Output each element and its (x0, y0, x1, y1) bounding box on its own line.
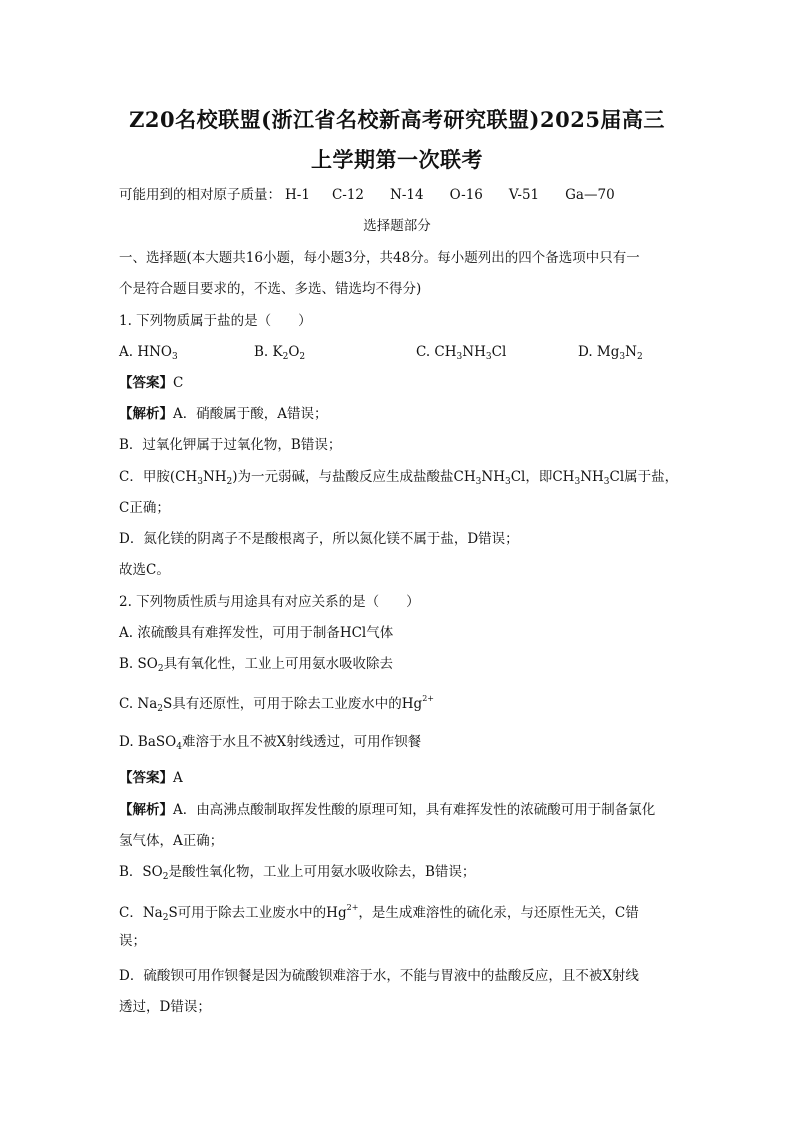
q2-analysis-c-line2: 误； (119, 933, 146, 949)
q2-analysis-b: B．$SO_2$是酸性氧化物，工业上可用氨水吸收除去，B错误； (119, 864, 476, 882)
mass-item: Ga—70 (565, 187, 615, 203)
mass-item: C-12 (331, 187, 365, 203)
q1-option-b: B. $K_2O_2$ (254, 344, 306, 362)
q1-stem: 1. 下列物质属于盐的是（ ） (119, 313, 312, 329)
q2-analysis-d-line2: 透过，D错误； (119, 999, 211, 1015)
q2-stem: 2. 下列物质性质与用途具有对应关系的是（ ） (119, 594, 420, 610)
q1-analysis-d: D．氮化镁的阴离子不是酸根离子，所以氮化镁不属于盐，D错误； (119, 531, 519, 547)
q1-options (119, 343, 679, 361)
q2-analysis-a-line1: 【解析】A．由高沸点酸制取挥发性酸的原理可知，具有难挥发性的浓硫酸可用于制备氯化 (119, 802, 656, 818)
mass-item: N-14 (390, 187, 424, 203)
q2-option-d: D. BaSO$_4$难溶于水且不被X射线透过，可用作钡餐 (119, 734, 422, 752)
q1-analysis-c-line1: C．甲胺$(CH_3NH_2)$为一元弱碱，与盐酸反应生成盐酸盐$CH_3NH_3Cl$，即$CH_3NH_3Cl$属于盐， (119, 469, 679, 487)
q1-option-d: D. $Mg_3N_2$ (578, 344, 643, 362)
exam-title-line2: 上学期第一次联考 (311, 147, 483, 172)
q1-analysis-a: 【解析】A．硝酸属于酸，A错误； (119, 406, 328, 422)
instructions-line1: 一、选择题(本大题共16小题，每小题3分，共48分。每小题列出的四个备选项中只有一 (119, 250, 640, 266)
exam-title-line1: Z20名校联盟(浙江省名校新高考研究联盟)2025届高三 (129, 107, 665, 132)
atomic-masses-label: 可能用到的相对原子质量： (119, 187, 281, 203)
mass-item: H-1 (285, 187, 310, 203)
mass-item: V-51 (508, 187, 540, 203)
q1-option-a: A. $HNO_3$ (119, 344, 178, 362)
q1-analysis-c-line2: C正确； (119, 500, 170, 516)
q2-option-b: B. $SO_2$具有氧化性，工业上可用氨水吸收除去 (119, 656, 394, 674)
q2-analysis-a-line2: 氢气体，A正确； (119, 833, 224, 849)
q1-option-c: C. $CH_3NH_3Cl$ (416, 344, 507, 362)
q1-conclusion: 故选C。 (119, 562, 170, 578)
atomic-masses (119, 186, 679, 204)
q1-answer: 【答案】C (119, 375, 184, 391)
q2-analysis-c-line1: C．$Na_2S$可用于除去工业废水中的$Hg^{2+}$，是生成难溶性的硫化汞，与还原性无关，C错 (119, 903, 639, 923)
mass-item: O-16 (449, 187, 483, 203)
instructions-line2: 个是符合题目要求的，不选、多选、错选均不得分) (119, 281, 422, 297)
q2-option-c: C. $Na_2S$具有还原性，可用于除去工业废水中的$Hg^{2+}$ (119, 694, 434, 714)
q1-analysis-b: B．过氧化钾属于过氧化物，B错误； (119, 437, 342, 453)
q2-answer: 【答案】A (119, 770, 183, 786)
section-title: 选择题部分 (363, 218, 431, 234)
q2-analysis-d-line1: D．硫酸钡可用作钡餐是因为硫酸钡难溶于水，不能与胃液中的盐酸反应，且不被X射线 (119, 968, 639, 984)
q2-option-a: A. 浓硫酸具有难挥发性，可用于制备HCl气体 (119, 625, 394, 641)
